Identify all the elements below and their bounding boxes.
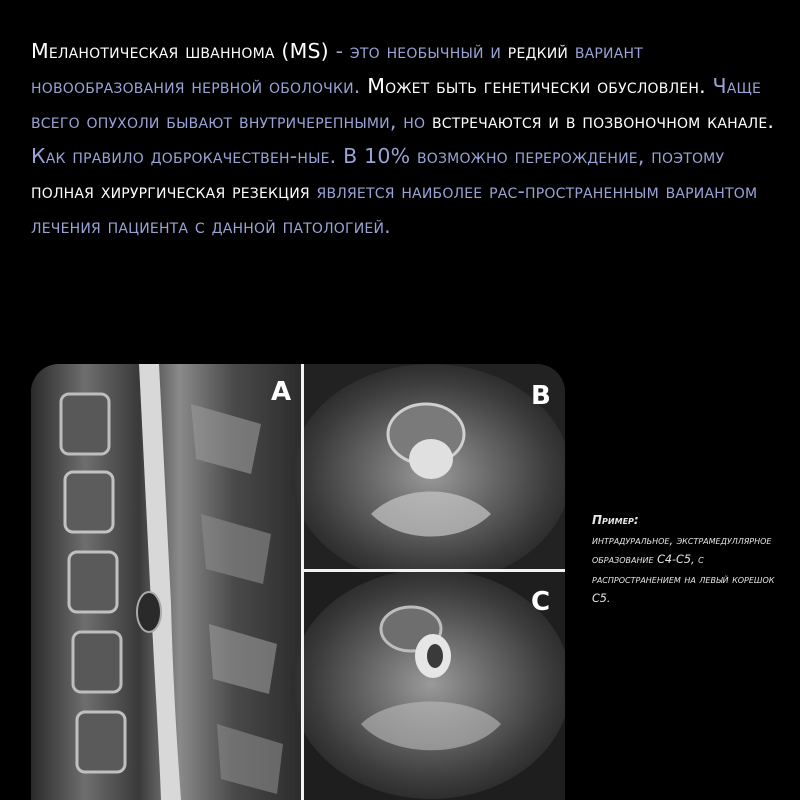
figure-caption	[592, 511, 782, 609]
text-run: Чаще всего опухоли бывают внутричерепными, но	[31, 74, 762, 133]
mri-figure	[31, 364, 565, 800]
text-run: вариант новообразования нервной оболочки.	[31, 39, 643, 98]
article-text	[31, 34, 779, 244]
text-run: полная хирургическая резекция	[31, 179, 310, 203]
text-run: является наиболее рас-пространенным вариантом лечения пациента с данной патологией.	[31, 179, 758, 238]
caption-body: интрадуральное, экстрамедуллярное образование С4-С5, с распространением на левый корешок С5.	[592, 533, 775, 605]
text-run: Меланотическая шваннома (MS)	[31, 39, 329, 63]
mri-image	[31, 364, 565, 800]
text-run: Может быть генетически обусловлен.	[360, 74, 706, 98]
text-run: Как правило доброкачествен-ные. В 10% возможно перерождение, поэтому	[31, 144, 725, 168]
text-run: - это необычный и	[328, 39, 508, 63]
text-run: редкий	[507, 39, 569, 63]
panel-a-sagittal	[31, 364, 301, 800]
panel-a-label: A	[271, 377, 292, 407]
panel-b-label: B	[531, 381, 551, 411]
panel-b-axial	[291, 364, 565, 584]
panel-c-label: C	[531, 587, 551, 617]
caption-heading: Пример:	[592, 513, 639, 527]
text-run: встречаются и в позвоночном канале.	[431, 109, 775, 133]
panel-c-axial	[291, 569, 565, 800]
